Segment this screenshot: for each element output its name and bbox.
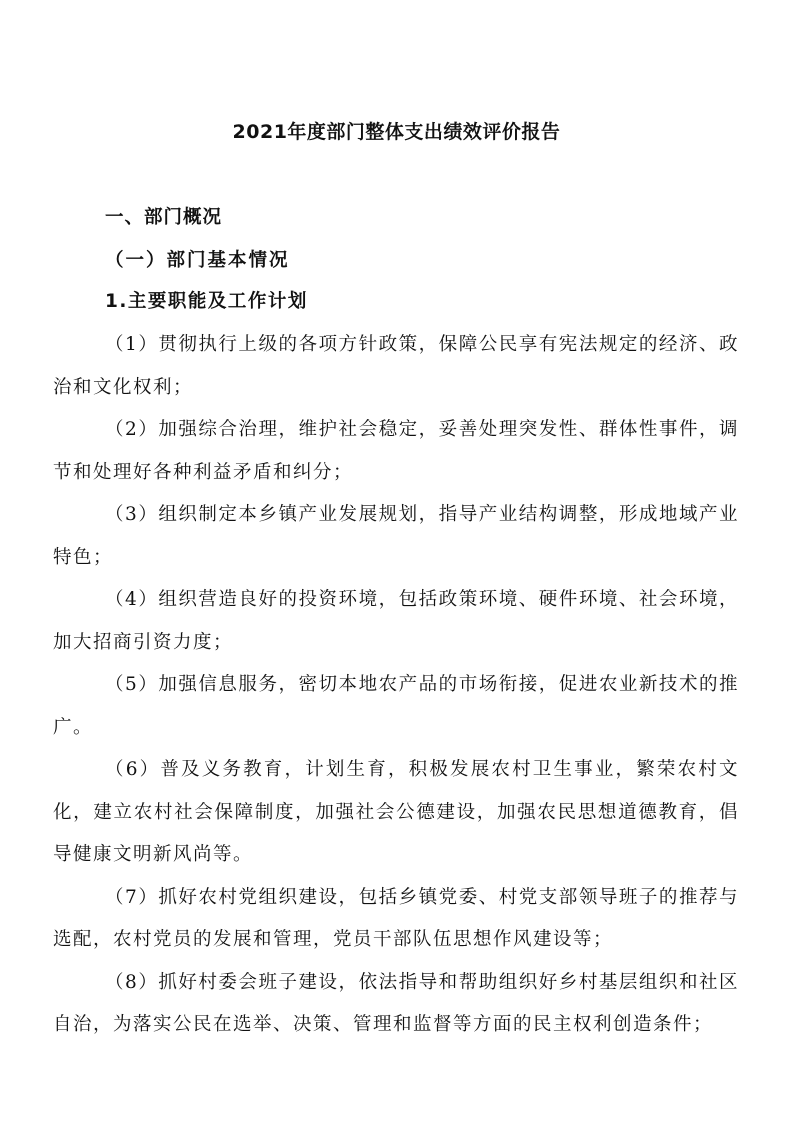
- section-heading: 一、部门概况: [105, 207, 223, 228]
- paragraph: （6）普及义务教育，计划生育，积极发展农村卫生事业，繁荣农村文化，建立农村社会保障制度，加强社会公德建设，加强农民思想道德教育，倡导健康文明新风尚等。: [53, 759, 739, 865]
- paragraph: （1）贯彻执行上级的各项方针政策，保障公民享有宪法规定的经济、政治和文化权利；: [53, 334, 739, 398]
- paragraph: （7）抓好农村党组织建设，包括乡镇党委、村党支部领导班子的推荐与选配，农村党员的发展和管理，党员干部队伍思想作风建设等；: [53, 886, 739, 950]
- paragraph: （2）加强综合治理，维护社会稳定，妥善处理突发性、群体性事件，调节和处理好各种利益矛盾和纠分；: [53, 419, 739, 483]
- document-title: 2021年度部门整体支出绩效评价报告: [232, 121, 561, 143]
- document-body: [53, 324, 739, 1047]
- paragraph: （5）加强信息服务，密切本地农产品的市场衔接，促进农业新技术的推广。: [53, 674, 739, 738]
- subsection-heading: （一）部门基本情况: [105, 250, 290, 271]
- item-heading: 1.主要职能及工作计划: [105, 291, 308, 312]
- paragraph: （8）抓好村委会班子建设，依法指导和帮助组织好乡村基层组织和社区自治，为落实公民在选举、决策、管理和监督等方面的民主权利创造条件；: [53, 971, 739, 1035]
- paragraph: （4）组织营造良好的投资环境，包括政策环境、硬件环境、社会环境，加大招商引资力度；: [53, 589, 739, 653]
- paragraph: （3）组织制定本乡镇产业发展规划，指导产业结构调整，形成地域产业特色；: [53, 504, 739, 568]
